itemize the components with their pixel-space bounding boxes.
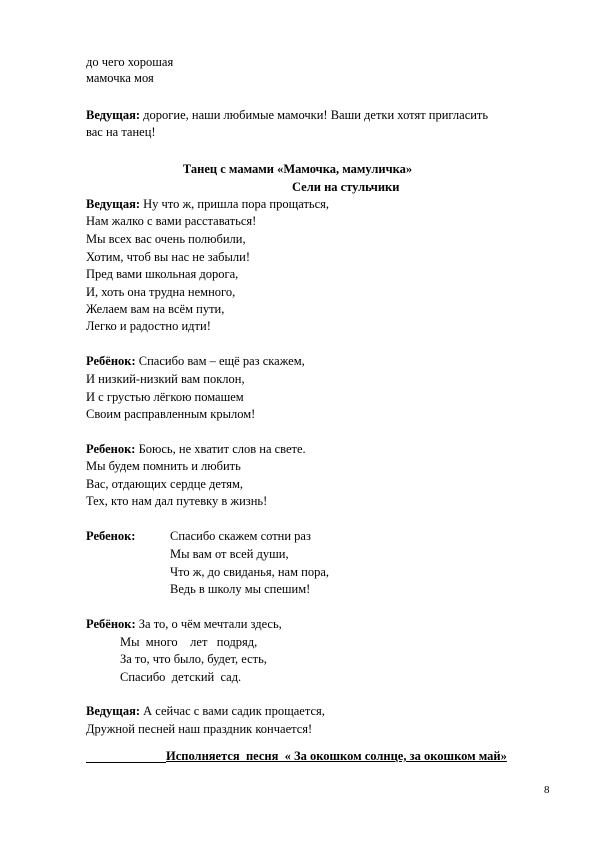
text-line: За то, что было, будет, есть,	[120, 652, 267, 666]
text-line: Мы будем помнить и любить	[86, 459, 241, 473]
text-line: мамочка моя	[86, 71, 154, 85]
paragraph-line	[86, 441, 306, 457]
text-line: Пред вами школьная дорога,	[86, 267, 239, 281]
speaker-label: Ребенок:	[86, 529, 136, 543]
text-line: И низкий-низкий вам поклон,	[86, 372, 245, 386]
text-line: Что ж, до свиданья, нам пора,	[170, 565, 329, 579]
speech-text: За то, о чём мечтали здесь,	[135, 617, 282, 631]
text-line: Мы всех вас очень полюбили,	[86, 232, 246, 246]
text-line: вас на танец!	[86, 125, 156, 139]
speech-text: Спасибо вам – ещё раз скажем,	[135, 354, 305, 368]
dance-subtitle: Сели на стульчики	[292, 180, 400, 194]
text-line: Ведь в школу мы спешим!	[170, 582, 311, 596]
speech-text: Ну что ж, пришла пора прощаться,	[140, 197, 330, 211]
text-line: Мы вам от всей души,	[170, 547, 289, 561]
speaker-label: Ребёнок:	[86, 617, 136, 631]
speaker-label: Ведущая:	[86, 704, 141, 718]
text-line: И с грустью лёгкою помашем	[86, 390, 244, 404]
speaker-label: Ребенок:	[86, 442, 136, 456]
underline-rule	[86, 762, 166, 763]
text-line: Нам жалко с вами расставаться!	[86, 214, 257, 228]
text-line: Мы много лет подряд,	[120, 635, 258, 649]
page-number: 8	[544, 784, 550, 796]
final-announcement: Исполняется песня « За окошком солнце, за окошком май»	[166, 749, 507, 763]
text-line: Вас, отдающих сердце детям,	[86, 477, 244, 491]
text-line: Хотим, чтоб вы нас не забыли!	[86, 250, 250, 264]
text-line: Желаем вам на всём пути,	[86, 302, 225, 316]
text-line: Дружной песней наш праздник кончается!	[86, 722, 313, 736]
text-line: Спасибо детский сад.	[120, 670, 242, 684]
speaker-label: Ведущая:	[86, 197, 141, 211]
speech-text: дорогие, наши любимые мамочки! Ваши детки хотят пригласить	[140, 108, 489, 122]
speech-text: Боюсь, не хватит слов на свете.	[135, 442, 306, 456]
paragraph-line	[86, 107, 488, 123]
text-line: Спасибо скажем сотни раз	[170, 529, 311, 543]
speaker-label: Ребёнок:	[86, 354, 136, 368]
text-line: Своим расправленным крылом!	[86, 407, 256, 421]
text-line: Тех, кто нам дал путевку в жизнь!	[86, 494, 268, 508]
text-line: Легко и радостно идти!	[86, 319, 211, 333]
dance-title: Танец с мамами «Мамочка, мамуличка»	[182, 162, 413, 176]
text-line: до чего хорошая	[86, 55, 174, 69]
speaker-label: Ведущая:	[86, 108, 141, 122]
speech-text: А сейчас с вами садик прощается,	[140, 704, 325, 718]
paragraph-line	[86, 196, 329, 212]
paragraph-line	[86, 703, 325, 719]
paragraph-line	[86, 616, 282, 632]
paragraph-line	[86, 353, 305, 369]
text-line: И, хоть она трудна немного,	[86, 285, 236, 299]
